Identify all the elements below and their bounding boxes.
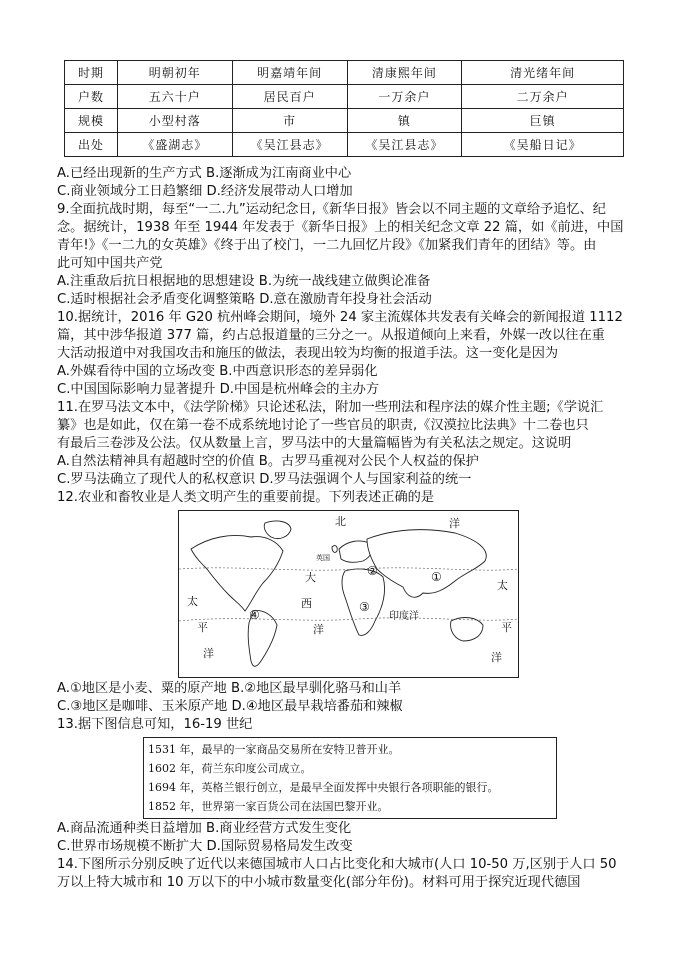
table-cell: 《盛湖志》 (117, 133, 232, 157)
q8-option-cd: C.商业领域分工日趋繁细 D.经济发展带动人口增加 (57, 184, 353, 199)
table-cell: 明嘉靖年间 (232, 61, 347, 85)
q10-stem-line: 篇，其中涉华报道 377 篇，约占总报道量的三分之一。从报道倾向上来看，外媒一改以往在重 (57, 328, 605, 343)
table-cell: 一万余户 (347, 85, 462, 109)
q9-stem-line: 青年!》《一二九的女英雄》《终于出了校门，一二九回忆片段》《加紧我们青年的团结》等。由 (57, 238, 597, 253)
region-marker-3: ③ (359, 600, 370, 614)
row-header: 户数 (65, 85, 118, 109)
row-header: 时期 (65, 61, 118, 85)
q11-option-ab: A.自然法精神具有超越时空的价值 B。古罗马重视对公民个人权益的保护 (57, 454, 479, 469)
table-cell: 清光绪年间 (462, 61, 624, 85)
table-cell: 二万余户 (462, 85, 624, 109)
table-row (65, 61, 624, 85)
australia (451, 618, 483, 641)
table-cell: 居民百户 (232, 85, 347, 109)
q9-option-ab: A.注重敌后抗日根据地的思想建设 B.为统一战线建立做舆论准备 (57, 274, 431, 289)
timeline-entry: 1531 年，最早的一家商品交易所在安特卫普开业。 (148, 743, 400, 756)
map-label: 平 (197, 621, 208, 634)
q11-stem-line: 纂》也是如此，仅在第一卷不成系统地讨论了一些官员的职责,《汉漠拉比法典》十二卷也只 (57, 418, 589, 433)
table-cell: 镇 (347, 109, 462, 133)
table-cell: 小型村落 (117, 109, 232, 133)
map-label: 洋 (491, 651, 502, 664)
q9-stem-line: 此可知中国共产党 (57, 256, 163, 271)
region-marker-4: ④ (249, 608, 260, 622)
region-marker-1: ① (431, 570, 442, 584)
map-label: 太 (187, 595, 198, 608)
town-history-table (64, 60, 624, 157)
world-map (178, 510, 519, 678)
timeline-entry: 1694 年，英格兰银行创立，是最早全面发挥中央银行各项职能的银行。 (148, 781, 499, 794)
q13-option-ab: A.商品流通种类日益增加 B.商业经营方式发生变化 (57, 821, 352, 836)
q10-option-ab: A.外媒看待中国的立场改变 B.中西意识形态的差异弱化 (57, 364, 378, 379)
region-marker-2: ② (367, 564, 378, 578)
table-cell: 明朝初年 (117, 61, 232, 85)
q8-option-ab: A.已经出现新的生产方式 B.逐渐成为江南商业中心 (57, 166, 352, 181)
greenland (264, 521, 291, 539)
map-label: 印度洋 (389, 611, 419, 622)
map-label: 大 (305, 571, 316, 584)
q13-stem: 13.据下图信息可知，16-19 世纪 (57, 717, 253, 732)
north-america (191, 536, 283, 612)
table-cell: 五六十户 (117, 85, 232, 109)
map-label: 洋 (203, 647, 214, 660)
timeline-info-box (143, 737, 557, 819)
table-row (65, 133, 624, 157)
table-row (65, 109, 624, 133)
world-map-graphic (179, 511, 518, 677)
timeline-entry: 1852 年，世界第一家百货公司在法国巴黎开业。 (148, 800, 389, 813)
q9-stem-line: 念。据统计，1938 年至 1944 年发表于《新华日报》上的相关纪念文章 22 篇，如《前进，中国 (57, 220, 624, 235)
q14-stem-line: 万以上特大城市和 10 万以下的中小城市数量变化(部分年份)。材料可用于探究近现代德国 (57, 875, 581, 890)
table-cell: 《吴江县志》 (347, 133, 462, 157)
table-cell: 清康熙年间 (347, 61, 462, 85)
q10-option-cd: C.中国国际影响力显著提升 D.中国是杭州峰会的主办方 (57, 382, 380, 397)
q14-stem-line: 14.下图所示分别反映了近代以来德国城市人口占比变化和大城市(人口 10-50 万,区别于人口 50 (57, 857, 617, 872)
map-label: 英国 (316, 554, 330, 562)
q10-stem-line: 10.据统计，2016 年 G20 杭州峰会期间，境外 24 家主流媒体共发表有关峰会的新闻报道 1112 (57, 310, 623, 325)
table-cell: 市 (232, 109, 347, 133)
q11-option-cd: C.罗马法确立了现代人的私权意识 D.罗马法强调个人与国家利益的统一 (57, 472, 472, 487)
q9-option-cd: C.适时根据社会矛盾变化调整策略 D.意在激励青年投身社会活动 (57, 292, 432, 307)
q12-option-ab: A.①地区是小麦、粟的原产地 B.②地区最早驯化骆马和山羊 (57, 681, 402, 696)
map-label: 太 (497, 579, 508, 592)
row-header: 规模 (65, 109, 118, 133)
uk (332, 546, 337, 553)
q9-stem-line: 9.全面抗战时期，每至“一二.九”运动纪念日,《新华日报》皆会以不同主题的文章给予追忆、纪 (57, 202, 606, 217)
q12-stem: 12.农业和畜牧业是人类文明产生的重要前提。下列表述正确的是 (57, 490, 435, 505)
map-label: 平 (501, 621, 512, 634)
table-cell: 巨镇 (462, 109, 624, 133)
map-label: 北 (335, 515, 346, 528)
q10-stem-line: 大活动报道中对我国攻击和施压的做法，表现出较为均衡的报道手法。这一变化是因为 (57, 346, 559, 361)
table-row (65, 85, 624, 109)
map-label: 洋 (449, 517, 460, 530)
map-label: 西 (301, 597, 312, 610)
q11-stem-line: 有最后三卷涉及公法。仅从数量上言，罗马法中的大量篇幅皆为有关私法之规定。这说明 (57, 436, 572, 451)
timeline-entry: 1602 年，荷兰东印度公司成立。 (148, 762, 312, 775)
map-label: 洋 (313, 623, 324, 636)
row-header: 出处 (65, 133, 118, 157)
q13-option-cd: C.世界市场规模不断扩大 D.国际贸易格局发生改变 (57, 839, 353, 854)
q11-stem-line: 11.在罗马法文本中，《法学阶梯》只论述私法，附加一些刑法和程序法的媒介性主题;《学说汇 (57, 400, 604, 415)
q12-option-cd: C.③地区是咖啡、玉米原产地 D.④地区最早栽培番茄和辣椒 (57, 699, 403, 714)
table-cell: 《吴江县志》 (232, 133, 347, 157)
table-cell: 《吴船日记》 (462, 133, 624, 157)
